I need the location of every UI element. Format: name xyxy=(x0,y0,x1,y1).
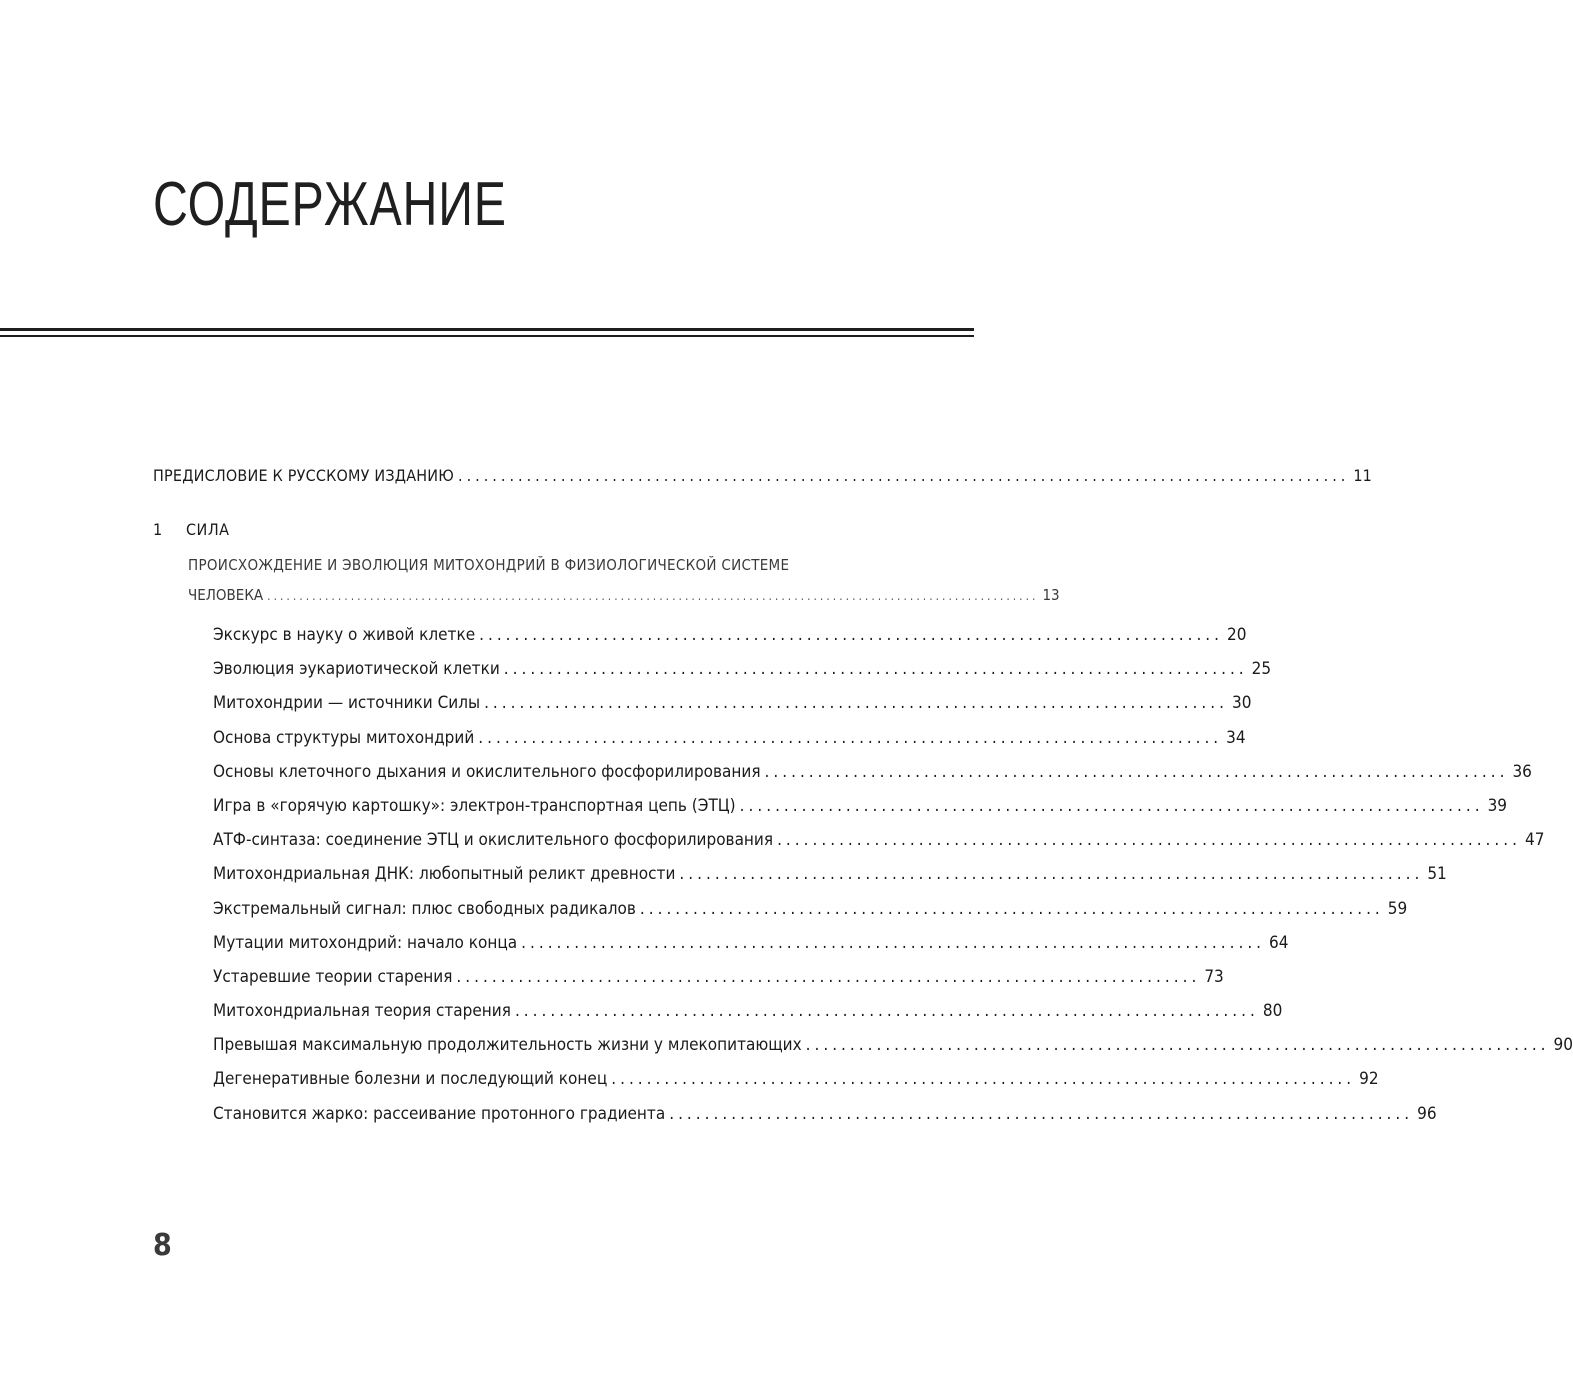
dot-leader: .................................................................................... xyxy=(805,1035,1550,1056)
toc-entry-title: Основы клеточного дыхания и окислительного фосфорилирования xyxy=(213,761,761,782)
toc-entry-title: Основа структуры митохондрий xyxy=(213,727,475,748)
toc-entry-title: ПРЕДИСЛОВИЕ К РУССКОМУ ИЗДАНИЮ xyxy=(153,466,455,485)
toc-entry-page: 96 xyxy=(1417,1103,1437,1124)
section-list xyxy=(213,625,1573,1138)
toc-entry[interactable] xyxy=(213,659,1272,693)
toc-entry-title: Экскурс в науку о живой клетке xyxy=(213,625,476,645)
toc-entry[interactable] xyxy=(213,761,1532,796)
chapter-title[interactable]: СИЛА xyxy=(186,520,230,539)
toc-entry[interactable] xyxy=(213,1035,1573,1069)
toc-entry-title: Превышая максимальную продолжительность жизни у млекопитающих xyxy=(213,1035,802,1056)
toc-entry[interactable] xyxy=(213,693,1252,727)
toc-entry-title: Митохондриальная теория старения xyxy=(213,1001,511,1022)
toc-entry[interactable] xyxy=(213,864,1447,898)
toc-entry[interactable] xyxy=(213,795,1508,830)
dot-leader: .................................................................................... xyxy=(764,761,1509,782)
toc-entry-page: 47 xyxy=(1524,830,1545,851)
dot-leader: .................................................................................... xyxy=(478,727,1223,748)
toc-entry-page: 13 xyxy=(1042,586,1060,604)
dot-leader: ........................................................................................................................ xyxy=(267,589,1039,603)
toc-entry-title: Эволюция эукариотической клетки xyxy=(213,659,500,680)
dot-leader: .................................................................................... xyxy=(521,932,1266,953)
toc-entry[interactable] xyxy=(213,830,1545,864)
toc-entry-page: 20 xyxy=(1227,625,1247,645)
toc-entry-page: 30 xyxy=(1231,693,1252,714)
dot-leader: .................................................................................... xyxy=(639,898,1384,919)
dot-leader: .................................................................................... xyxy=(503,659,1248,680)
dot-leader: .................................................................................... xyxy=(611,1069,1356,1090)
toc-entry-page: 80 xyxy=(1262,1001,1283,1022)
toc-entry-page: 34 xyxy=(1226,727,1246,748)
header-rule-thin xyxy=(0,335,974,337)
toc-entry-chapter-subtitle[interactable] xyxy=(188,586,1060,604)
toc-entry[interactable] xyxy=(213,898,1408,933)
toc-entry-page: 73 xyxy=(1204,966,1224,987)
toc-entry-title: Митохондриальная ДНК: любопытный реликт древности xyxy=(213,864,676,885)
page-title: СОДЕРЖАНИЕ xyxy=(153,170,507,239)
dot-leader: ........................................................................................................ xyxy=(458,466,1350,485)
toc-entry-page: 11 xyxy=(1353,466,1373,485)
dot-leader: .................................................................................... xyxy=(514,1001,1259,1022)
dot-leader: .................................................................................... xyxy=(739,795,1484,816)
toc-entry[interactable] xyxy=(213,1001,1283,1035)
page-number: 8 xyxy=(153,1228,172,1263)
dot-leader: .................................................................................... xyxy=(479,625,1224,645)
chapter-subtitle-line2: ЧЕЛОВЕКА xyxy=(188,586,264,604)
toc-entry-title: Экстремальный сигнал: плюс свободных радикалов xyxy=(213,898,636,919)
toc-entry-page: 25 xyxy=(1251,659,1272,680)
chapter-subtitle-line1: ПРОИСХОЖДЕНИЕ И ЭВОЛЮЦИЯ МИТОХОНДРИЙ В ФИЗИОЛОГИЧЕСКОЙ СИСТЕМЕ xyxy=(188,556,790,574)
toc-entry-page: 92 xyxy=(1359,1069,1379,1090)
toc-entry-preface[interactable] xyxy=(153,466,1373,485)
dot-leader: .................................................................................... xyxy=(777,830,1521,851)
toc-entry[interactable] xyxy=(213,1103,1437,1138)
toc-entry-title: АТФ-синтаза: соединение ЭТЦ и окислительного фосфорилирования xyxy=(213,830,774,851)
toc-entry-page: 90 xyxy=(1553,1035,1573,1056)
toc-entry-title: Становится жарко: рассеивание протонного градиента xyxy=(213,1103,666,1124)
toc-entry[interactable] xyxy=(213,625,1247,659)
toc-entry-title: Игра в «горячую картошку»: электрон-транспортная цепь (ЭТЦ) xyxy=(213,795,736,816)
toc-entry[interactable] xyxy=(213,1069,1379,1103)
toc-entry-page: 64 xyxy=(1269,932,1289,953)
chapter-number: 1 xyxy=(153,520,163,539)
dot-leader: .................................................................................... xyxy=(679,864,1424,885)
header-rule-thick xyxy=(0,328,974,331)
toc-entry-page: 36 xyxy=(1512,761,1532,782)
toc-entry[interactable] xyxy=(213,966,1224,1001)
toc-entry[interactable] xyxy=(213,932,1289,967)
toc-entry-title: Митохондрии — источники Силы xyxy=(213,693,481,714)
toc-entry[interactable] xyxy=(213,727,1246,762)
dot-leader: .................................................................................... xyxy=(484,693,1228,714)
toc-entry-page: 39 xyxy=(1487,795,1508,816)
dot-leader: .................................................................................... xyxy=(669,1103,1414,1124)
toc-entry-title: Устаревшие теории старения xyxy=(213,966,453,987)
toc-entry-page: 59 xyxy=(1387,898,1408,919)
toc-entry-title: Мутации митохондрий: начало конца xyxy=(213,932,518,953)
toc-entry-page: 51 xyxy=(1427,864,1447,885)
dot-leader: .................................................................................... xyxy=(456,966,1201,987)
toc-entry-title: Дегенеративные болезни и последующий конец xyxy=(213,1069,608,1090)
